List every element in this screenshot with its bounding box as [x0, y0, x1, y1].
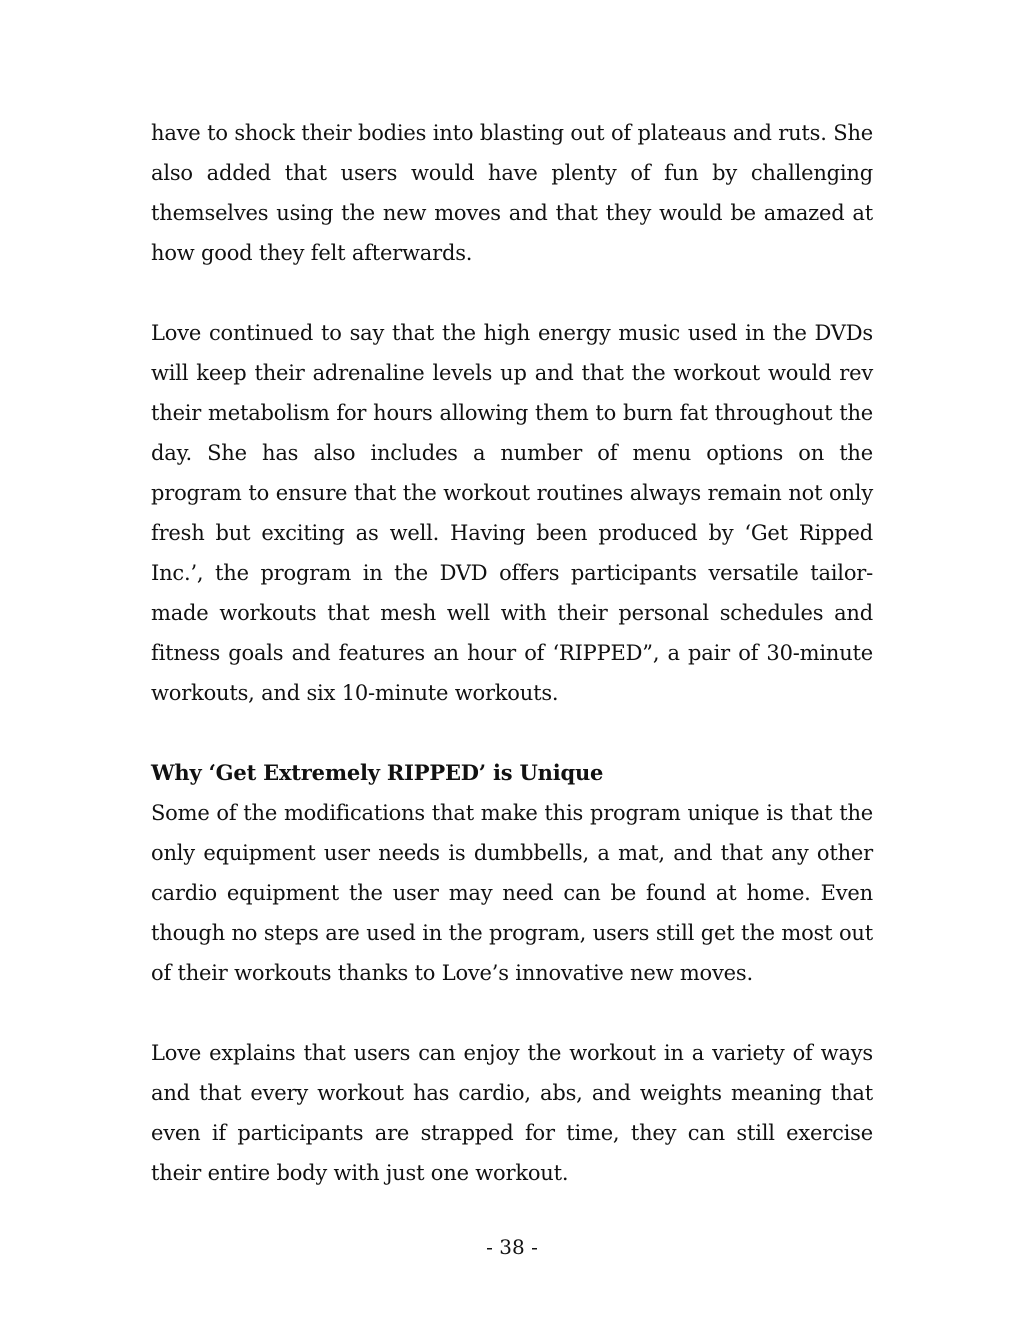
- paragraph-spacer: [151, 713, 873, 753]
- paragraph-spacer: [151, 993, 873, 1033]
- paragraph-shock-bodies: have to shock their bodies into blasting out of plateaus and ruts. She also added that users would have plenty of fun by challenging themselves using the new moves and that they would be amazed at how good they felt afterwards.: [151, 121, 873, 265]
- section-heading: Why ‘Get Extremely RIPPED’ is Unique: [151, 760, 604, 785]
- paragraph-modifications: Some of the modifications that make this program unique is that the only equipment user needs is dumbbells, a mat, and that any other cardio equipment the user may need can be found at home. Even though no steps are used in the program, users still get the most out of their workouts thanks to Love’s innovative new moves.: [151, 801, 873, 985]
- page-body: [151, 113, 873, 1193]
- paragraph-high-energy-music: Love continued to say that the high energy music used in the DVDs will keep their adrenaline levels up and that the workout would rev their metabolism for hours allowing them to burn fat throughout the day. She has also includes a number of menu options on the program to ensure that the workout routines always remain not only fresh but exciting as well. Having been produced by ‘Get Ripped Inc.’, the program in the DVD offers participants versatile tailor-made workouts that mesh well with their personal schedules and fitness goals and features an hour of ‘RIPPED”, a pair of 30-minute workouts, and six 10-minute workouts.: [151, 321, 873, 705]
- paragraph-variety-of-ways: Love explains that users can enjoy the workout in a variety of ways and that every workout has cardio, abs, and weights meaning that even if participants are strapped for time, they can still exercise their entire body with just one workout.: [151, 1041, 873, 1185]
- paragraph-spacer: [151, 273, 873, 313]
- page-number: - 38 -: [486, 1235, 538, 1259]
